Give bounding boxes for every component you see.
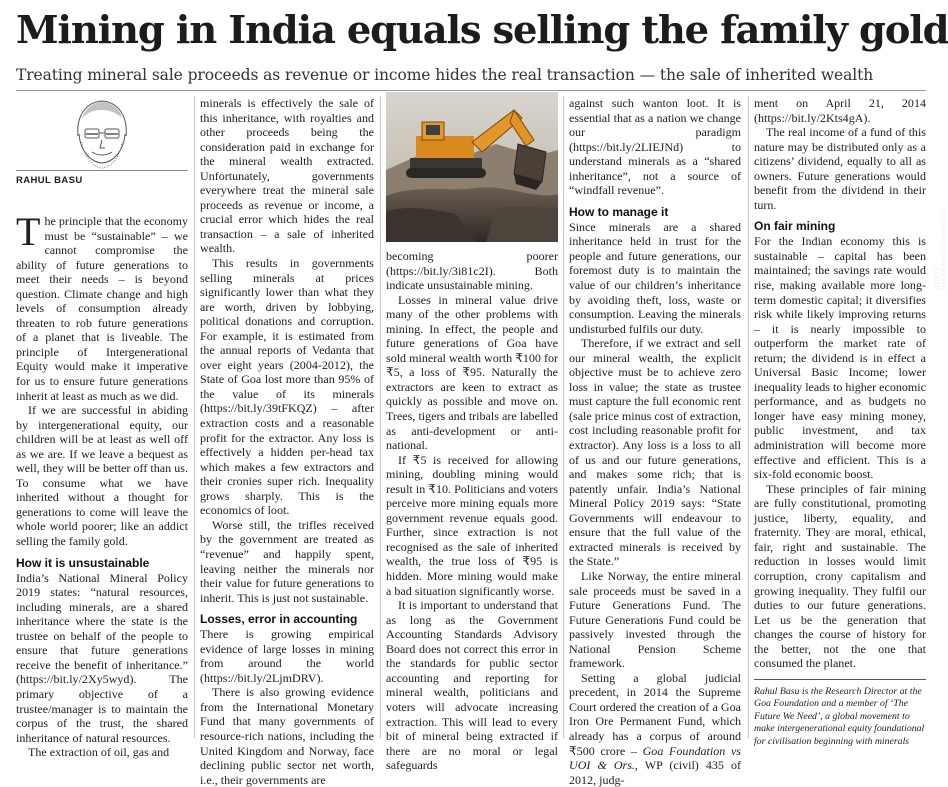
paragraph-text: , WP (civil) 435 of 2012, judg- — [569, 758, 741, 787]
column-divider — [380, 96, 381, 738]
paragraph-text: he principle that the economy must be “sustainable” – we cannot compromise the ability of future generations to meet their needs – is beyond question. Climate change and high levels of consumption already threaten to rob future generations of a planet that is liveable. The principle of Intergenerational Equity would make it imperative for us to ensure future generations inherit at least as much as we did. — [16, 214, 188, 403]
author-sketch-icon — [16, 96, 188, 168]
author-byline: RAHUL BASU — [16, 175, 83, 186]
section-heading: How it is unsustainable — [16, 555, 150, 570]
paragraph: Therefore, if we extract and sell our mineral wealth, the explicit objective must be to achieve zero loss in value; the state as trustee must capture the full economic rent (sale price minus cost of extraction, cost including reasonable profit for extractor). Any loss is a loss to all of us and our future generations, and makes some rich; that is patently unfair. India’s National Mineral Policy 2019 says: “State Governments will endeavour to ensure that the full value of the extracted minerals is received by the State.” — [569, 336, 741, 569]
paragraph: These principles of fair mining are fully constitutional, promoting justice, liberty, equality, and fraternity. They are moral, ethical, fair, right and sustainable. The reduction in losses would limit corruption, crony capitalism and growing inequality. They fulfil our duties to our future generations. Let us be the generation that changes the course of history for the better, not the one that consumed the planet. — [754, 481, 926, 671]
author-bio: Rahul Basu is the Research Director at the Goa Foundation and a member of ‘The Future We Need’, a global movement to make intergenerational equity foundational for civilisation beginning with minerals — [754, 685, 925, 747]
column-divider — [194, 96, 195, 738]
top-rule — [16, 90, 926, 91]
paragraph: There is growing empirical evidence of large losses in mining from around the world (https://bit.ly/2LjmDRV). — [200, 627, 374, 685]
headline: Mining in India equals selling the family gold — [16, 8, 948, 53]
paragraph: This results in governments selling minerals at prices significantly lower than what they are worth, driven by lobbying, political donations and corruption. For example, it is estimated from the annual reports of Vedanta that over eight years (2004-2012), the State of Goa lost more than 95% of the value of its minerals (https://bit.ly/39tFKQZ) – after extraction costs and a reasonable profit for the extractor. Any loss is effectively a hidden per-head tax which makes a few extractors and their cronies super rich. Inequality grows sharply. This is the economics of loot. — [200, 256, 374, 518]
case-citation: Goa Foundation vs UOI & Ors. — [569, 743, 741, 773]
bio-rule — [754, 679, 926, 680]
paragraph: The real income of a fund of this nature may be distributed only as a citizens’ dividend, equally to all as owners. Future generations would benefit from the dividend in their turn. — [754, 125, 926, 212]
drop-cap: T — [16, 209, 41, 254]
paragraph: India’s National Mineral Policy 2019 states: “natural resources, including minerals, are a shared inheritance where the state is the trustee on behalf of the people to ensure that future generations receive the benefit of inheritance.” (https://bit.ly/2Xy5wyd). The primary objective of a trustee/manager is to maintain the corpus of the trust, the shared inheritance of natural resources. — [16, 570, 188, 745]
paragraph-text: Setting a global judicial precedent, in 2014 the Supreme Court ordered the creation of a Goa Iron Ore Permanent Fund, which already has a corpus of around ₹500 crore – — [569, 670, 741, 758]
paragraph — [569, 671, 741, 787]
paragraph: minerals is effectively the sale of this inheritance, with royalties and other proceeds being the consideration paid in exchange for the mineral wealth extracted. Unfortunately, governments everywhere treat the mineral sale proceeds as revenue or income, a crucial error which hides the real transaction – a sale of inherited wealth. — [200, 96, 374, 256]
paragraph: For the Indian economy this is sustainable – capital has been maintained; the savings rate would rise, making available more long-term domestic capital; it diversifies risk while likely improving returns – it is nearly impossible to outperform the market rate of return; the dividend is in effect a Universal Basic Income; lower inequality leads to higher economic performance, and as budgets no longer have easy mining money, public investment, and tax administration will become more effective and efficient. This is a six-fold economic boost. — [754, 234, 926, 482]
photo-credit: GETTY IMAGES/ISTOCKPHOTO — [934, 209, 948, 290]
author-portrait — [16, 96, 188, 168]
paragraph: There is also growing evidence from the International Monetary Fund that many governments of resource-rich nations, including the United Kingdom and Norway, face declining public sector net worth, i.e., their governments are — [200, 685, 374, 787]
paragraph: The extraction of oil, gas and — [28, 745, 170, 760]
column-divider — [563, 96, 564, 738]
paragraph: against such wanton loot. It is essential that as a nation we change our paradigm (https://bit.ly/2LIEJNd) to understand minerals as a “shared inheritance”, not a source of “windfall revenue”. — [569, 96, 741, 198]
column-divider — [748, 96, 749, 738]
paragraph: Like Norway, the entire mineral sale proceeds must be saved in a Future Generations Fund. The Future Generations Fund could be passively invested through the National Pension Scheme framework. — [569, 568, 741, 671]
section-heading: How to manage it — [569, 204, 669, 219]
paragraph: Since minerals are a shared inheritance held in trust for the people and future generations, our foremost duty is to maintain the value of our children’s inheritance by avoiding theft, loss, waste or consumption. Leaving the minerals undisturbed fulfils our duty. — [569, 219, 741, 336]
paragraph: If we are successful in abiding by intergenerational equity, our children will be at least as well off as we are. If we leave a bequest as well, they will be better off than us. To consume what we have inherited without a thought for generations to come will leave the whole world poorer; like an addict selling the family gold. — [16, 403, 188, 549]
column-5 — [754, 96, 926, 748]
section-heading: Losses, error in accounting — [200, 612, 358, 627]
paragraph: becoming poorer (https://bit.ly/3i81c2I). Both indicate unsustainable mining. — [386, 249, 558, 293]
subheadline: Treating mineral sale proceeds as revenue or income hides the real transaction — the sale of inherited wealth — [16, 66, 874, 84]
column-2 — [200, 96, 374, 787]
paragraph: If ₹5 is received for allowing mining, doubling mining would result in ₹10. Politicians and voters perceive more mining equals more government revenue equals good. Further, since extraction is not recognised as the sale of inherited wealth, the true loss of ₹95 is hidden. More mining would make a bad situation significantly worse. — [386, 452, 558, 598]
paragraph: Losses in mineral value drive many of the other problems with mining. In effect, the people and future generations of Goa have sold mineral wealth worth ₹100 for ₹5, a loss of ₹95. Naturally the extractors are keen to extract as quickly as possible and move on. Trees, tigers and tribals are labelled as anti-development or anti-national. — [386, 292, 558, 453]
column-1 — [16, 96, 188, 760]
paragraph: ment on April 21, 2014 (https://bit.ly/2Kts4gA). — [754, 96, 926, 125]
column-3 — [386, 96, 558, 773]
paragraph: It is important to understand that as long as the Government Accounting Standards Advisory Board does not correct this error in the standards for public sector accounting and reporting for mineral wealth, politicians and voters will advocate increasing extraction. This will lead to every bit of mineral being extracted if there are no moral or legal safeguards — [386, 598, 558, 773]
column-4 — [569, 96, 741, 787]
section-heading: On fair mining — [754, 219, 836, 234]
paragraph — [16, 209, 188, 403]
paragraph: Worse still, the trifles received by the government are treated as “revenue” and happily spent, leaving neither the minerals nor their value for future generations to inherit. This is just not sustainable. — [200, 517, 374, 605]
author-rule — [16, 170, 188, 171]
photo-spacer — [386, 96, 558, 249]
